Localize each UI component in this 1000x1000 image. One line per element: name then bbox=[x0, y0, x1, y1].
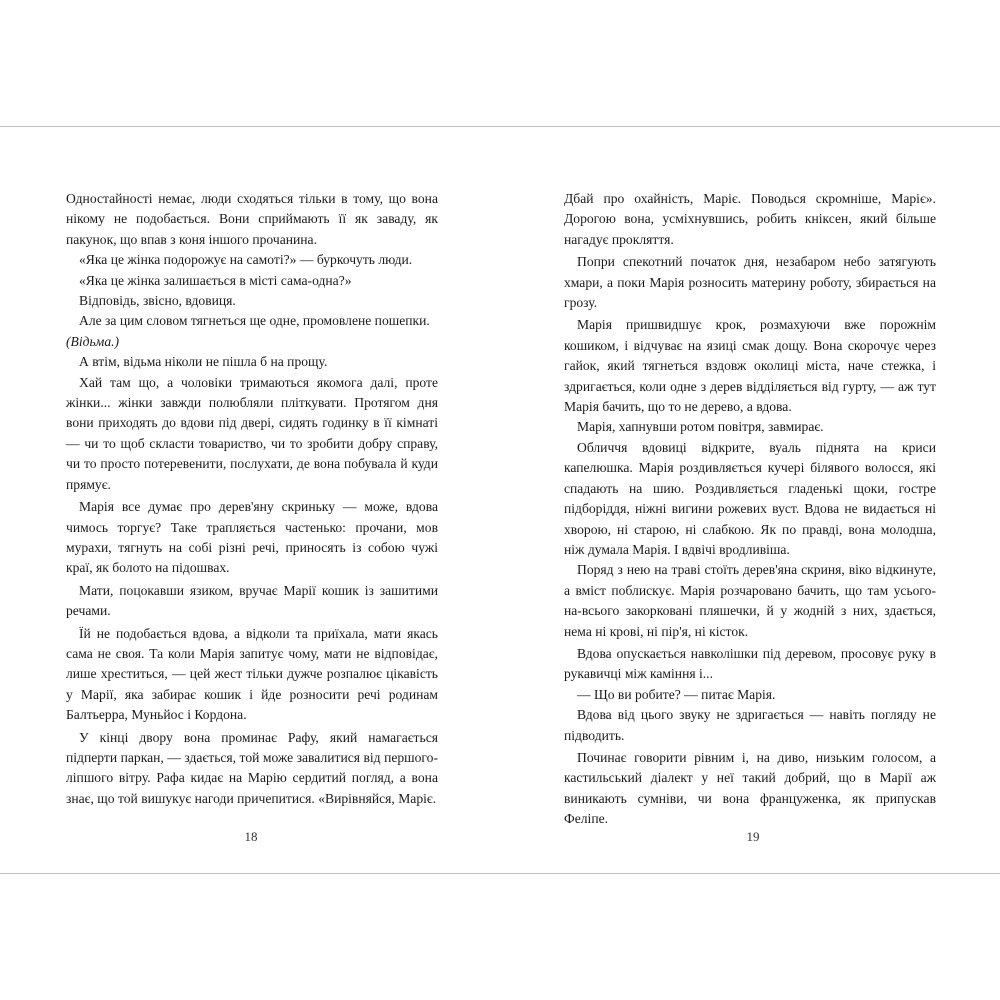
left-page bbox=[66, 189, 438, 809]
paragraph: Мати, поцокавши язиком, вручає Марії кошик із зашитими речами. bbox=[66, 582, 438, 619]
paragraph: Але за цим словом тягнеться ще одне, промовлене пошепки. bbox=[79, 313, 430, 329]
paragraph: Вдова від цього звуку не здригається — навіть погляду не підводить. bbox=[564, 707, 936, 743]
paragraph: А втім, відьма ніколи не пішла б на прощу. bbox=[79, 354, 328, 370]
paragraph: Одностайності немає, люди сходяться тільки в тому, що вона нікому не подобається. Вони сприймають її як заваду, як пакунок, що впав з коня іншого прочанина. bbox=[66, 191, 438, 247]
paragraph: — Що ви робите? — питає Марія. bbox=[577, 686, 776, 702]
paragraph: Попри спекотний початок дня, незабаром небо затягують хмари, а поки Марія розносить материну роботу, збирається на грозу. bbox=[564, 254, 936, 311]
paragraph: (Відьма.) bbox=[66, 333, 120, 349]
paragraph: Марія все думає про дерев'яну скриньку — може, вдова чимось торгує? Таке трапляється частенько: прочани, мов мурахи, тягнуть на собі різні речі, приносять із собою чужі краї, як болото на підошвах. bbox=[66, 499, 438, 576]
paragraph: «Яка це жінка залишається в місті сама-одна?» bbox=[79, 272, 352, 288]
right-page bbox=[564, 189, 936, 830]
paragraph: Починає говорити рівним і, на диво, низьким голосом, а кастильський діалект у неї такий добрий, що в Марії аж виникають сумніви, чи вона француженка, як припускав Феліпе. bbox=[564, 749, 936, 827]
paragraph: Вдова опускається навколішки під деревом, просовує руку в рукавичці між каміння і... bbox=[564, 645, 936, 682]
paragraph: Поряд з нею на траві стоїть дерев'яна скриня, віко відкинуте, а вміст поблискує. Марія розчаровано бачить, що там усього-на-всього закорковані пляшечки, й у жодній з них, здається, нема ні крові, ні пір'я, ні кісток. bbox=[564, 562, 936, 639]
paragraph: «Яка це жінка подорожує на самоті?» — буркочуть люди. bbox=[79, 252, 413, 268]
page-number: 18 bbox=[244, 829, 258, 844]
paragraph: Відповідь, звісно, вдовиця. bbox=[79, 293, 236, 309]
paragraph: Їй не подобається вдова, а відколи та приїхала, мати якась сама не своя. Та коли Марія запитує чому, мати не відповідає, лише хреститься, — цей жест тільки дужче розпалює цікавість у Марії, яка забирає кошик і йде розносити речі родинам Балтьерра, Муньйос і Кордона. bbox=[66, 625, 438, 723]
paragraph: Марія пришвидшує крок, розмахуючи вже порожнім кошиком, і відчуває на язиці смак дощу. Вона скорочує через гайок, який тягнеться вздовж околиці міста, наче стежка, і здригається, коли одне з дерев відділяється від гурту, — аж тут Марія бачить, що то не дерево, а вдова. bbox=[564, 317, 936, 415]
paragraph: Обличчя вдовиці відкрите, вуаль піднята на криси капелюшка. Марія роздивляється кучері білявого волосся, які спадають на шию. Роздивляється гладенькі щоки, гостре підборіддя, ніжні вигини рожевих вуст. Вдова не видається ні хворою, ні старою, ні слабкою. Як по правді, вона молодша, ніж думала Марія. І вдвічі вродливіша. bbox=[564, 439, 936, 557]
paragraph: Хай там що, а чоловіки тримаються якомога далі, проте жінки... жінки завжди полюбляли пліткувати. Протягом дня вони приходять до вдови під двері, сидять годинку в її кімнаті — чи то щоб скласти товариство, чи то зробити добру справу, чи то просто потеревенити, послухати, де вона побувала й куди прямує. bbox=[66, 374, 438, 492]
paragraph: Дбай про охайність, Маріє. Поводься скромніше, Маріє». Дорогою вона, усміхнувшись, робить кніксен, який більше нагадує прокляття. bbox=[564, 191, 936, 247]
page-number: 19 bbox=[746, 829, 760, 844]
book-spread bbox=[0, 126, 1000, 874]
paragraph: У кінці двору вона проминає Рафу, який намагається підперти паркан, — здається, той може завалитися від першого-ліпшого вітру. Рафа кидає на Марію сердитий погляд, а вона знає, що той вишукує нагоди причепитися. «Вирівняйся, Маріє. bbox=[66, 729, 438, 806]
paragraph: Марія, хапнувши ротом повітря, завмирає. bbox=[577, 419, 824, 435]
